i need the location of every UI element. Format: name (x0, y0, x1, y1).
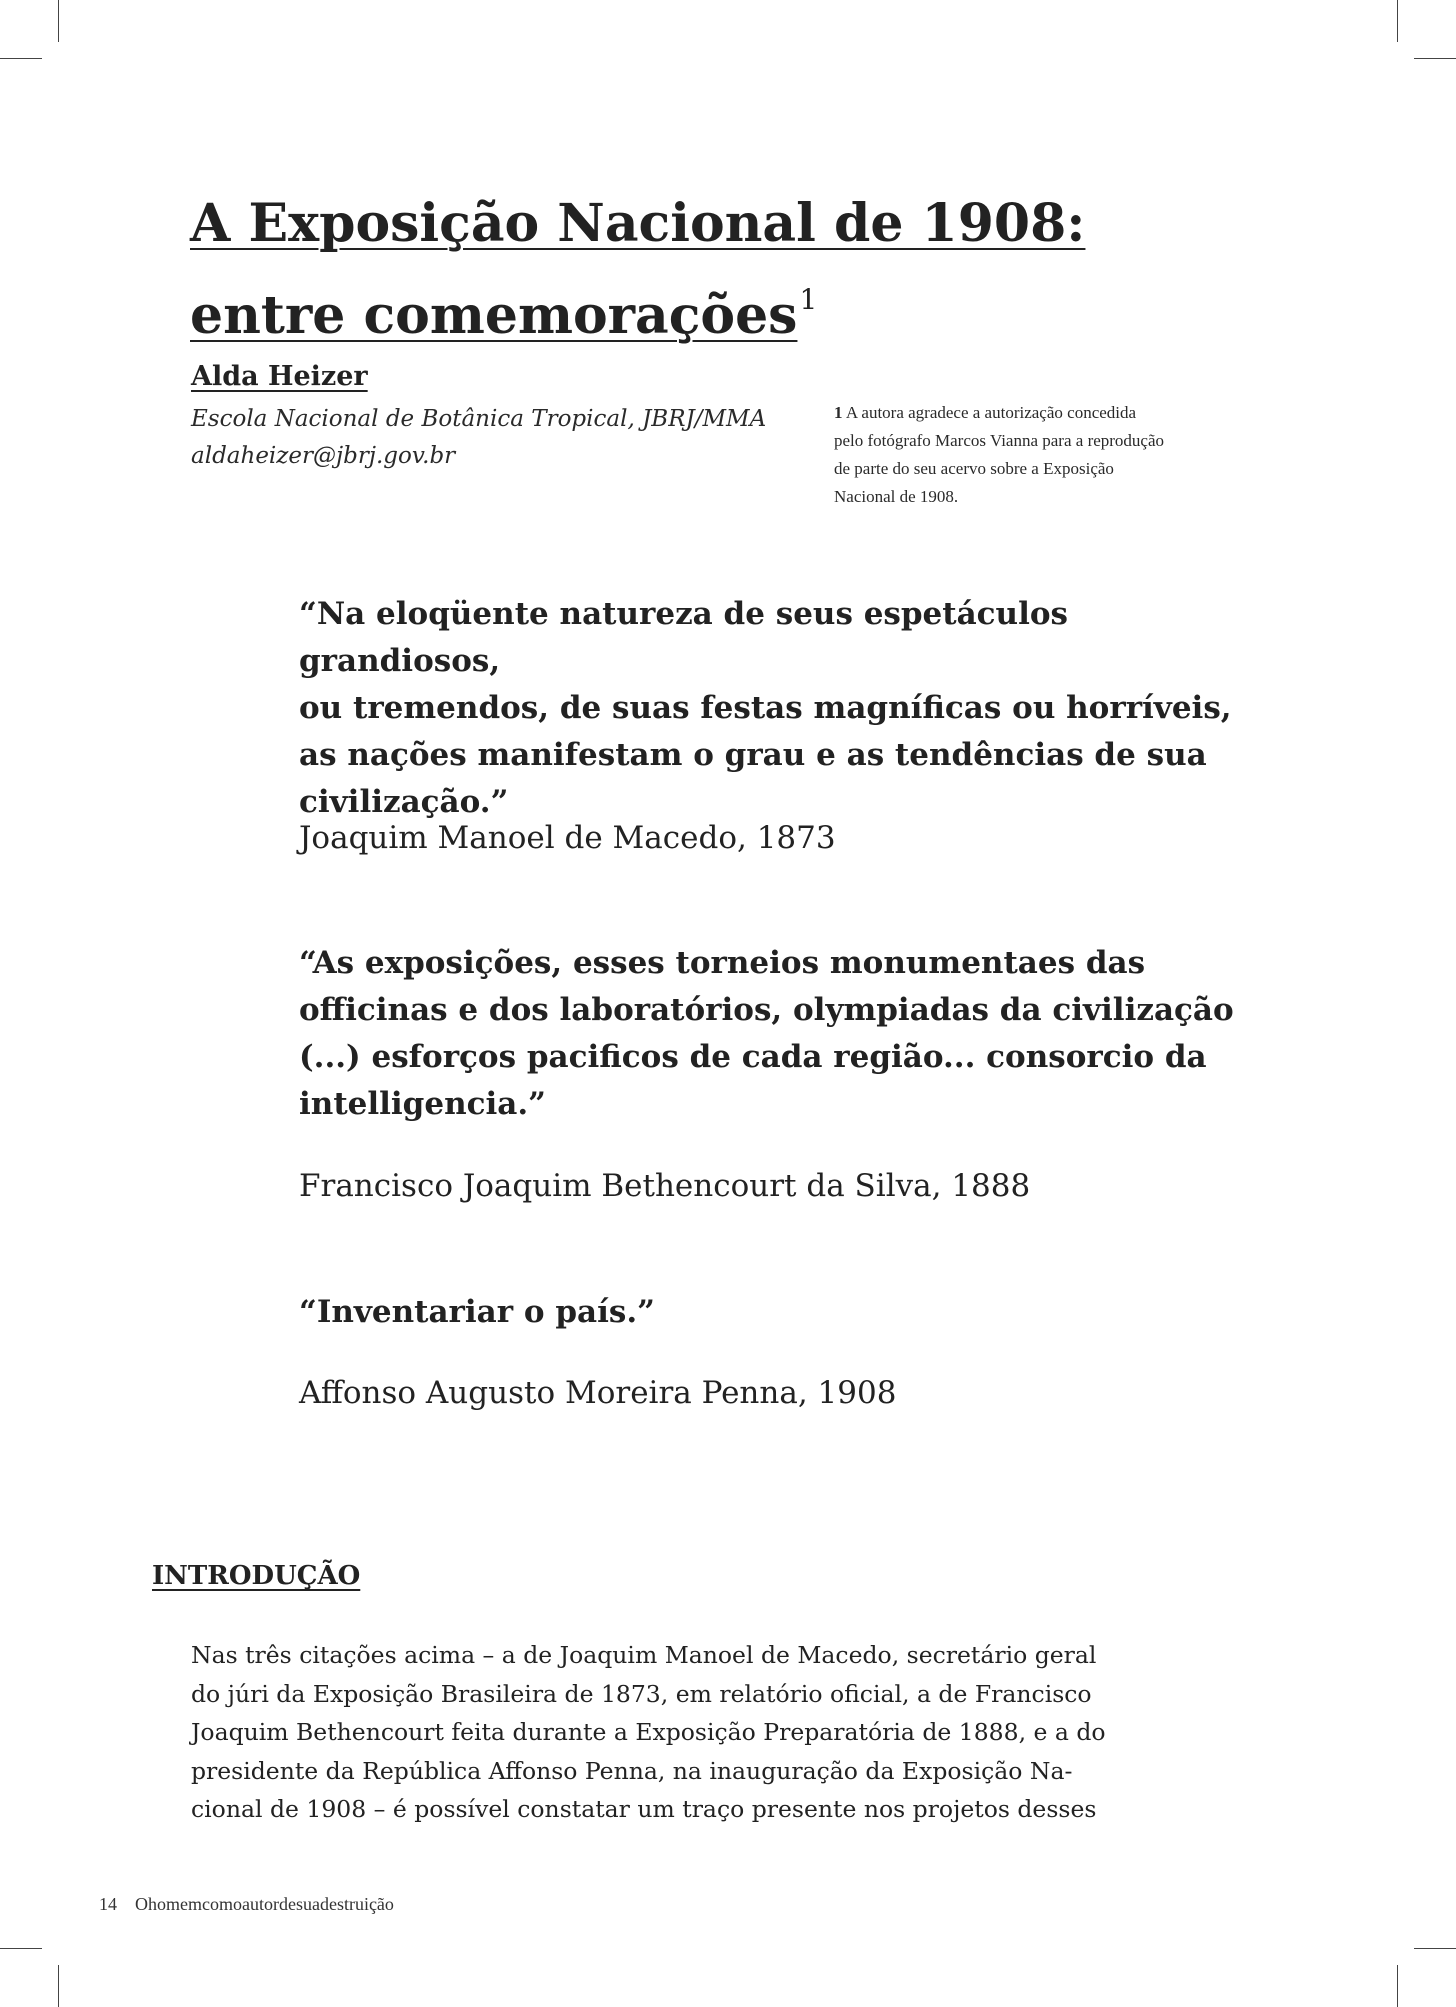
title-line-1: A Exposição Nacional de 1908: (190, 193, 1086, 254)
quote-line: civilização.” (299, 784, 509, 820)
epigraph-attribution: Francisco Joaquim Bethencourt da Silva, 1888 (299, 1168, 1031, 1204)
crop-mark (1414, 58, 1456, 59)
epigraph-quote (299, 940, 1249, 1128)
quote-line: (...) esforços pacificos de cada região... consorcio da (299, 1039, 1207, 1075)
epigraph-quote (299, 591, 1249, 826)
quote-line: as nações manifestam o grau e as tendências de sua (299, 737, 1207, 773)
footnote-marker: 1 (799, 283, 818, 316)
crop-mark (1397, 0, 1398, 42)
crop-mark (1397, 1965, 1398, 2007)
article-title (190, 186, 1290, 354)
quote-line: ou tremendos, de suas festas magníficas ou horríveis, (299, 690, 1232, 726)
paragraph-line: do júri da Exposição Brasileira de 1873, em relatório oficial, a de Francisco (191, 1679, 1092, 1708)
paragraph-line: Nas três citações acima – a de Joaquim Manoel de Macedo, secretário geral (191, 1641, 1097, 1669)
section-heading: INTRODUÇÃO (152, 1561, 361, 1591)
epigraph-attribution: Joaquim Manoel de Macedo, 1873 (299, 820, 836, 856)
quote-line: “Inventariar o país.” (299, 1294, 655, 1330)
crop-mark (1414, 1948, 1456, 1949)
quote-line: officinas e dos laboratórios, olympiadas da civilização (299, 992, 1234, 1028)
affiliation-text: Escola Nacional de Botânica Tropical, JBRJ/MMA (191, 406, 767, 432)
epigraph-attribution: Affonso Augusto Moreira Penna, 1908 (299, 1375, 897, 1411)
crop-mark (58, 1965, 59, 2007)
page-number: 14 (99, 1894, 117, 1914)
running-title: Ohomemcomoautordesuadestruição (135, 1894, 394, 1914)
footnote-line: Nacional de 1908. (834, 487, 959, 506)
quote-line: intelligencia.” (299, 1086, 546, 1122)
crop-mark (0, 58, 42, 59)
body-paragraph (191, 1636, 1201, 1829)
footnote-line: A autora agradece a autorização concedida (845, 403, 1137, 422)
author-name: Alda Heizer (191, 361, 368, 392)
footnote-line: de parte do seu acervo sobre a Exposição (834, 459, 1114, 478)
paragraph-line: Joaquim Bethencourt feita durante a Exposição Preparatória de 1888, e a do (191, 1718, 1106, 1746)
quote-line: “Na eloqüente natureza de seus espetáculos grandiosos, (299, 596, 1069, 679)
paragraph-line: presidente da República Affonso Penna, na inauguração da Exposição Na- (191, 1756, 1073, 1785)
quote-line: “As exposições, esses torneios monumentaes das (299, 945, 1146, 981)
crop-mark (58, 0, 59, 42)
page-footer (99, 1894, 394, 1915)
footnote-number: 1 (834, 403, 843, 422)
footnote-line: pelo fotógrafo Marcos Vianna para a reprodução (834, 431, 1165, 450)
epigraph-quote (299, 1289, 1249, 1336)
title-line-2: entre comemorações (190, 285, 798, 346)
author-affiliation (191, 401, 766, 475)
crop-mark (0, 1948, 42, 1949)
footnote (834, 399, 1244, 511)
author-email: aldaheizer@jbrj.gov.br (191, 443, 456, 469)
paragraph-line: cional de 1908 – é possível constatar um traço presente nos projetos desses (191, 1795, 1097, 1823)
